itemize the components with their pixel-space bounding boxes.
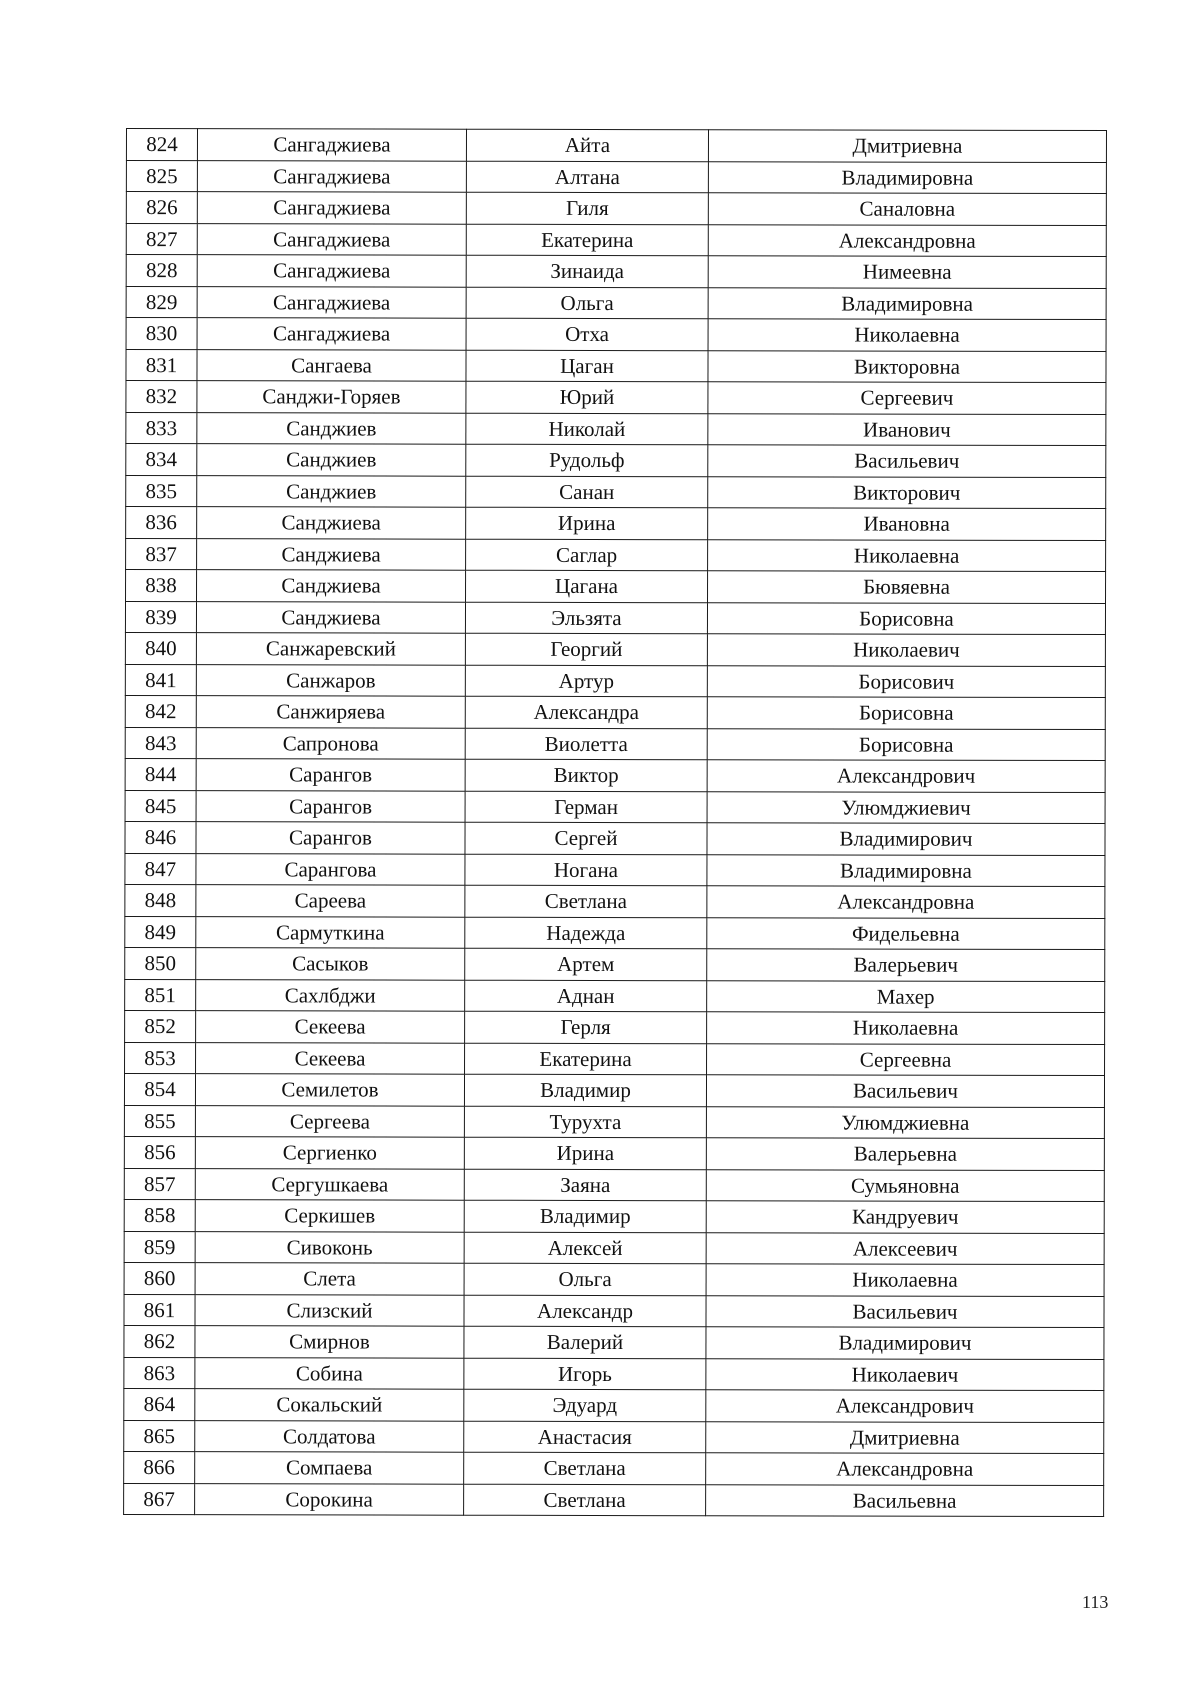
table-row <box>126 570 1106 604</box>
table-row <box>124 1420 1104 1454</box>
last-name-cell: Собина <box>195 1357 464 1389</box>
patronymic-cell: Николаевна <box>708 539 1106 571</box>
patronymic-cell: Саналовна <box>708 193 1106 225</box>
first-name-cell: Анастасия <box>464 1421 706 1453</box>
last-name-cell: Солдатова <box>195 1420 464 1452</box>
first-name-cell: Турухта <box>464 1106 706 1138</box>
table-row <box>125 695 1105 729</box>
last-name-cell: Семилетов <box>195 1074 464 1106</box>
patronymic-cell: Махер <box>707 980 1105 1012</box>
last-name-cell: Санджи-Горяев <box>197 381 466 413</box>
last-name-cell: Сасыков <box>196 948 465 980</box>
row-number-cell: 846 <box>125 821 196 853</box>
row-number-cell: 863 <box>124 1357 195 1389</box>
patronymic-cell: Владимирович <box>707 823 1105 855</box>
row-number-cell: 849 <box>125 916 196 948</box>
row-number-cell: 834 <box>126 444 197 476</box>
patronymic-cell: Александровна <box>707 886 1105 918</box>
first-name-cell: Цагана <box>466 570 708 602</box>
last-name-cell: Санджиев <box>197 412 466 444</box>
table-row <box>125 947 1105 981</box>
patronymic-cell: Бювяевна <box>708 571 1106 603</box>
table-row <box>126 286 1106 320</box>
names-table-body <box>124 129 1107 1517</box>
last-name-cell: Слета <box>195 1263 464 1295</box>
first-name-cell: Виктор <box>465 759 707 791</box>
table-row <box>125 601 1105 635</box>
last-name-cell: Санджиева <box>197 570 466 602</box>
patronymic-cell: Владимировна <box>708 161 1106 193</box>
first-name-cell: Аднан <box>465 980 707 1012</box>
row-number-cell: 843 <box>125 727 196 759</box>
table-row <box>126 160 1106 194</box>
first-name-cell: Александр <box>464 1295 706 1327</box>
patronymic-cell: Дмитриевна <box>706 1421 1104 1453</box>
row-number-cell: 852 <box>125 1010 196 1042</box>
first-name-cell: Георгий <box>465 633 707 665</box>
table-row <box>124 1388 1104 1422</box>
patronymic-cell: Васильевич <box>706 1295 1104 1327</box>
table-row <box>126 507 1106 541</box>
row-number-cell: 854 <box>124 1073 195 1105</box>
row-number-cell: 840 <box>125 632 196 664</box>
table-row <box>124 1483 1104 1517</box>
table-row <box>126 255 1106 289</box>
table-row <box>124 1136 1104 1170</box>
patronymic-cell: Дмитриевна <box>708 130 1106 162</box>
row-number-cell: 859 <box>124 1231 195 1263</box>
patronymic-cell: Борисович <box>707 665 1105 697</box>
first-name-cell: Эльзята <box>465 602 707 634</box>
row-number-cell: 853 <box>125 1042 196 1074</box>
patronymic-cell: Васильевич <box>706 1075 1104 1107</box>
last-name-cell: Сарангов <box>196 822 465 854</box>
table-row <box>125 790 1105 824</box>
patronymic-cell: Александровна <box>708 224 1106 256</box>
table-row <box>124 1073 1104 1107</box>
patronymic-cell: Валерьевич <box>707 949 1105 981</box>
row-number-cell: 856 <box>124 1136 195 1168</box>
last-name-cell: Сангаджиева <box>197 192 466 224</box>
table-row <box>126 381 1106 415</box>
table-row <box>126 475 1106 509</box>
last-name-cell: Санджиева <box>196 601 465 633</box>
last-name-cell: Санджиева <box>197 507 466 539</box>
table-row <box>124 1231 1104 1265</box>
row-number-cell: 829 <box>126 286 197 318</box>
first-name-cell: Екатерина <box>465 1043 707 1075</box>
first-name-cell: Светлана <box>465 885 707 917</box>
row-number-cell: 826 <box>126 192 197 224</box>
table-row <box>125 1042 1105 1076</box>
page-number: 113 <box>1082 1592 1109 1612</box>
first-name-cell: Артем <box>465 948 707 980</box>
first-name-cell: Сергей <box>465 822 707 854</box>
first-name-cell: Владимир <box>464 1074 706 1106</box>
table-row <box>125 1010 1105 1044</box>
table-row <box>125 664 1105 698</box>
table-row <box>125 979 1105 1013</box>
last-name-cell: Санджиева <box>197 538 466 570</box>
table-row <box>124 1105 1104 1139</box>
row-number-cell: 841 <box>125 664 196 696</box>
row-number-cell: 848 <box>125 884 196 916</box>
first-name-cell: Санан <box>466 476 708 508</box>
row-number-cell: 830 <box>126 318 197 350</box>
table-row <box>125 884 1105 918</box>
patronymic-cell: Борисовна <box>707 602 1105 634</box>
row-number-cell: 831 <box>126 349 197 381</box>
first-name-cell: Отха <box>466 318 708 350</box>
last-name-cell: Серкишев <box>195 1200 464 1232</box>
first-name-cell: Ногана <box>465 854 707 886</box>
patronymic-cell: Сумьяновна <box>706 1169 1104 1201</box>
table-row <box>126 318 1106 352</box>
last-name-cell: Сергушкаева <box>195 1168 464 1200</box>
first-name-cell: Ирина <box>466 507 708 539</box>
table-row <box>124 1262 1104 1296</box>
first-name-cell: Алексей <box>464 1232 706 1264</box>
row-number-cell: 832 <box>126 381 197 413</box>
row-number-cell: 837 <box>126 538 197 570</box>
last-name-cell: Санджиев <box>197 475 466 507</box>
first-name-cell: Саглар <box>466 539 708 571</box>
row-number-cell: 864 <box>124 1388 195 1420</box>
row-number-cell: 850 <box>125 947 196 979</box>
table-row <box>124 1451 1104 1485</box>
first-name-cell: Екатерина <box>466 224 708 256</box>
patronymic-cell: Александрович <box>707 760 1105 792</box>
first-name-cell: Ирина <box>464 1137 706 1169</box>
row-number-cell: 838 <box>126 570 197 602</box>
table-row <box>126 192 1106 226</box>
last-name-cell: Секеева <box>196 1042 465 1074</box>
table-row <box>124 1357 1104 1391</box>
last-name-cell: Сангаджиева <box>197 129 466 161</box>
row-number-cell: 855 <box>124 1105 195 1137</box>
first-name-cell: Ольга <box>464 1263 706 1295</box>
last-name-cell: Сармуткина <box>196 916 465 948</box>
patronymic-cell: Александрович <box>706 1390 1104 1422</box>
first-name-cell: Эдуард <box>464 1389 706 1421</box>
patronymic-cell: Сергеевна <box>707 1043 1105 1075</box>
patronymic-cell: Сергеевич <box>708 382 1106 414</box>
table-row <box>126 444 1106 478</box>
last-name-cell: Сангаджиева <box>197 318 466 350</box>
patronymic-cell: Васильевич <box>708 445 1106 477</box>
row-number-cell: 828 <box>126 255 197 287</box>
first-name-cell: Артур <box>465 665 707 697</box>
first-name-cell: Светлана <box>464 1484 706 1516</box>
patronymic-cell: Алексеевич <box>706 1232 1104 1264</box>
first-name-cell: Виолетта <box>465 728 707 760</box>
patronymic-cell: Иванович <box>708 413 1106 445</box>
row-number-cell: 867 <box>124 1483 195 1515</box>
table-row <box>126 412 1106 446</box>
patronymic-cell: Борисовна <box>707 697 1105 729</box>
first-name-cell: Рудольф <box>466 444 708 476</box>
first-name-cell: Герман <box>465 791 707 823</box>
table-row <box>124 1294 1104 1328</box>
table-row <box>125 916 1105 950</box>
first-name-cell: Алтана <box>466 161 708 193</box>
row-number-cell: 839 <box>125 601 196 633</box>
table-row <box>125 727 1105 761</box>
table-row <box>126 129 1106 163</box>
patronymic-cell: Васильевна <box>706 1484 1104 1516</box>
last-name-cell: Сарангова <box>196 853 465 885</box>
last-name-cell: Смирнов <box>195 1326 464 1358</box>
table-row <box>124 1325 1104 1359</box>
patronymic-cell: Борисовна <box>707 728 1105 760</box>
first-name-cell: Заяна <box>464 1169 706 1201</box>
table-row <box>126 223 1106 257</box>
row-number-cell: 866 <box>124 1451 195 1483</box>
patronymic-cell: Владимирович <box>706 1327 1104 1359</box>
last-name-cell: Сангаева <box>197 349 466 381</box>
patronymic-cell: Николаевич <box>707 634 1105 666</box>
patronymic-cell: Николаевич <box>706 1358 1104 1390</box>
patronymic-cell: Валерьевна <box>706 1138 1104 1170</box>
patronymic-cell: Нимеевна <box>708 256 1106 288</box>
first-name-cell: Юрий <box>466 381 708 413</box>
first-name-cell: Валерий <box>464 1326 706 1358</box>
patronymic-cell: Викторович <box>708 476 1106 508</box>
last-name-cell: Санджиев <box>197 444 466 476</box>
last-name-cell: Сивоконь <box>195 1231 464 1263</box>
last-name-cell: Сомпаева <box>195 1452 464 1484</box>
row-number-cell: 862 <box>124 1325 195 1357</box>
last-name-cell: Сангаджиева <box>197 255 466 287</box>
first-name-cell: Игорь <box>464 1358 706 1390</box>
table-row <box>125 632 1105 666</box>
last-name-cell: Сангаджиева <box>197 286 466 318</box>
last-name-cell: Сарангов <box>196 759 465 791</box>
patronymic-cell: Владимировна <box>707 854 1105 886</box>
last-name-cell: Сергеева <box>195 1105 464 1137</box>
last-name-cell: Сорокина <box>195 1483 464 1515</box>
last-name-cell: Санжаров <box>196 664 465 696</box>
patronymic-cell: Владимировна <box>708 287 1106 319</box>
last-name-cell: Слизский <box>195 1294 464 1326</box>
row-number-cell: 865 <box>124 1420 195 1452</box>
first-name-cell: Светлана <box>464 1452 706 1484</box>
last-name-cell: Сапронова <box>196 727 465 759</box>
last-name-cell: Сарангов <box>196 790 465 822</box>
table-row <box>126 538 1106 572</box>
first-name-cell: Владимир <box>464 1200 706 1232</box>
row-number-cell: 851 <box>125 979 196 1011</box>
row-number-cell: 861 <box>124 1294 195 1326</box>
names-table <box>123 128 1107 1517</box>
patronymic-cell: Кандруевич <box>706 1201 1104 1233</box>
row-number-cell: 858 <box>124 1199 195 1231</box>
row-number-cell: 842 <box>125 695 196 727</box>
last-name-cell: Сареева <box>196 885 465 917</box>
first-name-cell: Надежда <box>465 917 707 949</box>
patronymic-cell: Улюмджиевна <box>706 1106 1104 1138</box>
patronymic-cell: Улюмджиевич <box>707 791 1105 823</box>
last-name-cell: Секеева <box>196 1011 465 1043</box>
row-number-cell: 844 <box>125 758 196 790</box>
table-row <box>124 1199 1104 1233</box>
row-number-cell: 824 <box>126 129 197 161</box>
first-name-cell: Цаган <box>466 350 708 382</box>
table-row <box>125 853 1105 887</box>
last-name-cell: Санжиряева <box>196 696 465 728</box>
patronymic-cell: Викторовна <box>708 350 1106 382</box>
first-name-cell: Айта <box>466 129 708 161</box>
first-name-cell: Герля <box>465 1011 707 1043</box>
table-row <box>124 1168 1104 1202</box>
row-number-cell: 833 <box>126 412 197 444</box>
row-number-cell: 836 <box>126 507 197 539</box>
table-row <box>126 349 1106 383</box>
table-row <box>125 821 1105 855</box>
last-name-cell: Сангаджиева <box>197 160 466 192</box>
patronymic-cell: Фидельевна <box>707 917 1105 949</box>
first-name-cell: Зинаида <box>466 255 708 287</box>
row-number-cell: 860 <box>124 1262 195 1294</box>
last-name-cell: Сахлбджи <box>196 979 465 1011</box>
row-number-cell: 827 <box>126 223 197 255</box>
table-row <box>125 758 1105 792</box>
patronymic-cell: Александровна <box>706 1453 1104 1485</box>
patronymic-cell: Николаевна <box>707 1012 1105 1044</box>
row-number-cell: 847 <box>125 853 196 885</box>
last-name-cell: Санжаревский <box>196 633 465 665</box>
first-name-cell: Гиля <box>466 192 708 224</box>
last-name-cell: Сергиенко <box>195 1137 464 1169</box>
first-name-cell: Ольга <box>466 287 708 319</box>
patronymic-cell: Ивановна <box>708 508 1106 540</box>
last-name-cell: Сангаджиева <box>197 223 466 255</box>
first-name-cell: Александра <box>465 696 707 728</box>
row-number-cell: 857 <box>124 1168 195 1200</box>
row-number-cell: 835 <box>126 475 197 507</box>
row-number-cell: 845 <box>125 790 196 822</box>
patronymic-cell: Николаевна <box>706 1264 1104 1296</box>
patronymic-cell: Николаевна <box>708 319 1106 351</box>
row-number-cell: 825 <box>126 160 197 192</box>
first-name-cell: Николай <box>466 413 708 445</box>
last-name-cell: Сокальский <box>195 1389 464 1421</box>
